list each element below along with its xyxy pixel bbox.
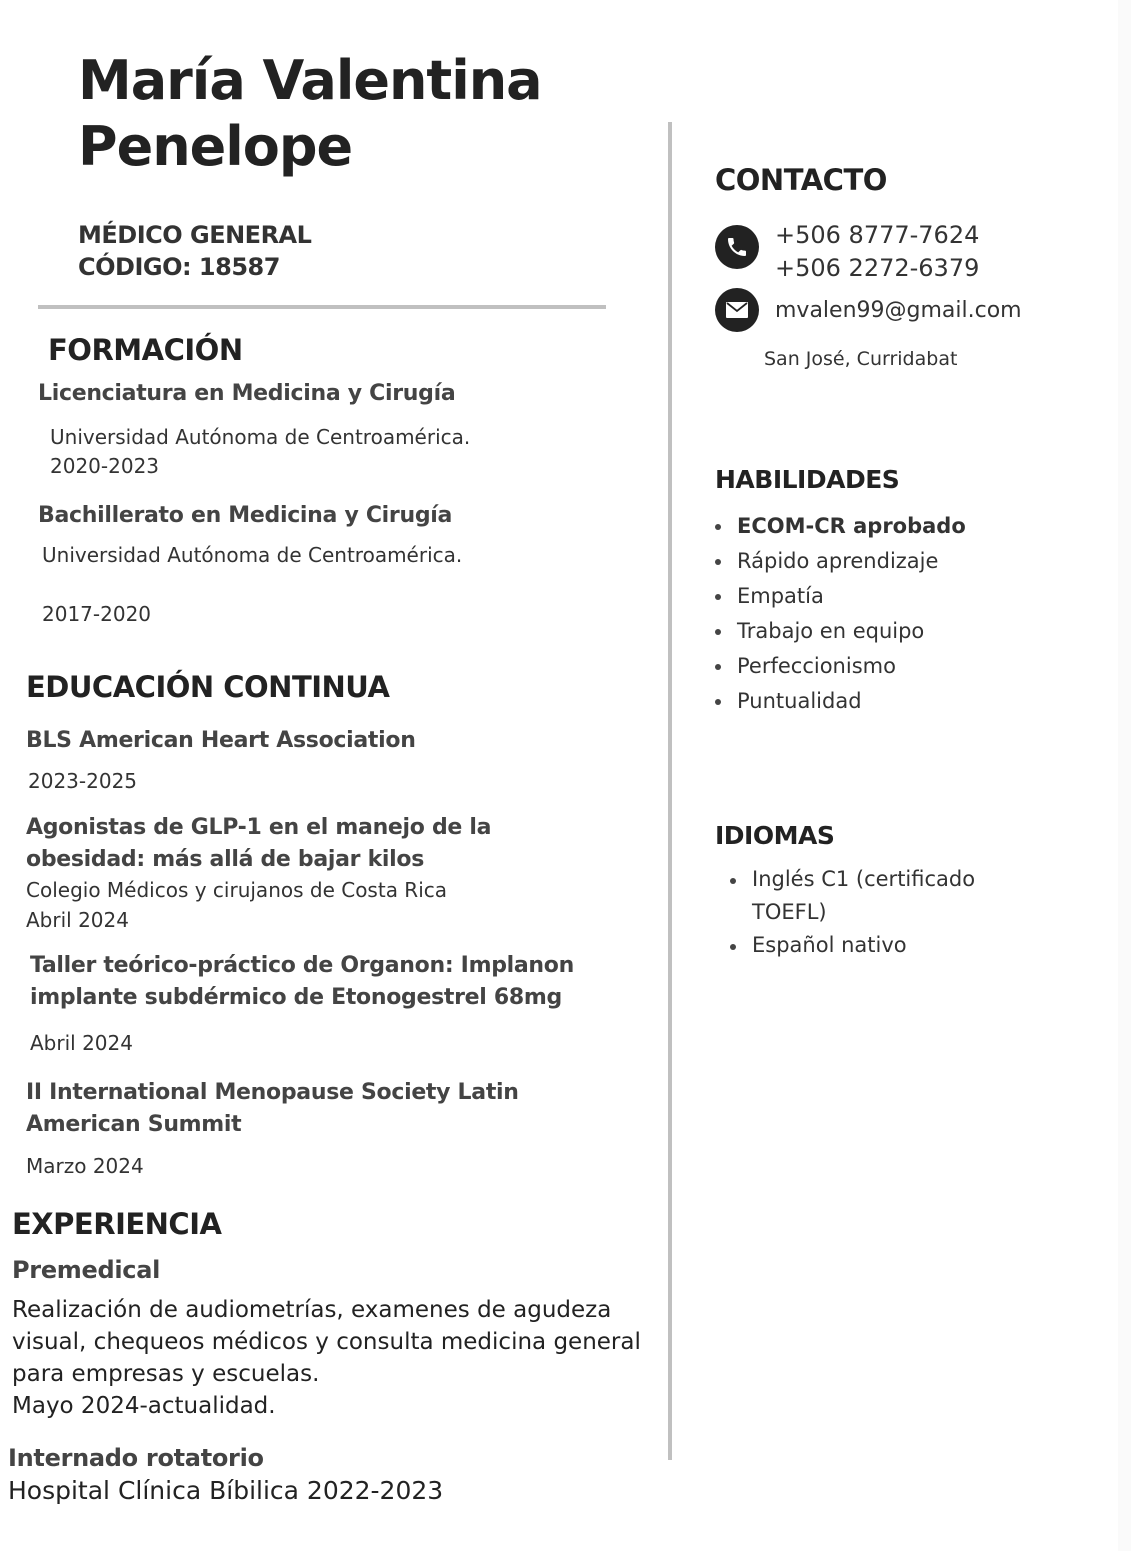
- section-title-experiencia: EXPERIENCIA: [12, 1207, 222, 1241]
- languages-list: [730, 863, 1010, 962]
- language-item: [730, 863, 1010, 929]
- skill-item: ECOM-CR aprobado: [715, 509, 966, 544]
- course-title-3-line-2: implante subdérmico de Etonogestrel 68mg: [30, 985, 562, 1010]
- language-item: Español nativo: [730, 929, 1010, 962]
- job-description-1-line-2: visual, chequeos médicos y consulta medicina general: [12, 1329, 641, 1355]
- section-title-habilidades: HABILIDADES: [715, 465, 900, 494]
- license-code: CÓDIGO: 18587: [78, 253, 280, 281]
- phone-icon: [715, 225, 759, 269]
- formacion-years-1: 2020-2023: [50, 454, 160, 478]
- formacion-degree-1: Licenciatura en Medicina y Cirugía: [38, 381, 456, 406]
- name-line-1: María Valentina: [78, 49, 542, 112]
- job-description-1: [12, 1294, 641, 1422]
- course-title-1: BLS American Heart Association: [26, 728, 416, 753]
- role-block: [78, 219, 311, 283]
- skill-item: Puntualidad: [715, 684, 966, 719]
- section-title-educacion: EDUCACIÓN CONTINUA: [26, 670, 390, 704]
- job-title: MÉDICO GENERAL: [78, 221, 312, 249]
- name-line-2: Penelope: [78, 115, 353, 178]
- envelope-icon: [715, 288, 759, 332]
- skills-list: [715, 509, 966, 719]
- course-title-2-line-2: obesidad: más allá de bajar kilos: [26, 847, 425, 872]
- course-title-2: [26, 812, 491, 876]
- location: San José, Curridabat: [764, 348, 958, 370]
- job-position-1: Premedical: [12, 1256, 161, 1284]
- job-period-1: Mayo 2024-actualidad.: [12, 1393, 276, 1419]
- skill-item: Rápido aprendizaje: [715, 544, 966, 579]
- formacion-institution-2: Universidad Autónoma de Centroamérica.: [42, 543, 463, 567]
- course-title-4-line-2: American Summit: [26, 1112, 242, 1137]
- language-1-line-2: TOEFL): [752, 900, 827, 924]
- course-date-1: 2023-2025: [28, 769, 138, 793]
- course-title-3-line-1: Taller teórico-práctico de Organon: Implanon: [30, 953, 574, 978]
- course-title-3: [30, 950, 574, 1014]
- section-title-idiomas: IDIOMAS: [715, 821, 835, 850]
- candidate-name: [78, 48, 638, 180]
- course-title-4: [26, 1077, 519, 1141]
- job-description-1-line-1: Realización de audiometrías, examenes de agudeza: [12, 1297, 612, 1323]
- skill-item: Trabajo en equipo: [715, 614, 966, 649]
- course-date-2: Abril 2024: [26, 908, 129, 932]
- course-title-4-line-1: II International Menopause Society Latin: [26, 1080, 519, 1105]
- page-edge: [1118, 0, 1131, 1551]
- column-divider: [668, 122, 672, 1460]
- job-position-2: Internado rotatorio: [8, 1444, 264, 1472]
- skill-item: Perfeccionismo: [715, 649, 966, 684]
- phone-1[interactable]: +506 8777-7624: [775, 221, 980, 249]
- phone-numbers: [775, 219, 979, 285]
- language-1-line-1: Inglés C1 (certificado: [752, 867, 976, 891]
- skill-item: Empatía: [715, 579, 966, 614]
- course-date-3: Abril 2024: [30, 1031, 133, 1055]
- email[interactable]: mvalen99@gmail.com: [775, 298, 1022, 323]
- course-date-4: Marzo 2024: [26, 1154, 144, 1178]
- formacion-institution-1: Universidad Autónoma de Centroamérica.: [50, 425, 471, 449]
- course-institution-2: Colegio Médicos y cirujanos de Costa Rica: [26, 878, 448, 902]
- formacion-degree-2: Bachillerato en Medicina y Cirugía: [38, 503, 453, 528]
- formacion-years-2: 2017-2020: [42, 602, 152, 626]
- section-title-formacion: FORMACIÓN: [48, 333, 243, 367]
- job-detail-2: Hospital Clínica Bíbilica 2022-2023: [8, 1476, 444, 1505]
- section-title-contacto: CONTACTO: [715, 163, 887, 197]
- job-description-1-line-3: para empresas y escuelas.: [12, 1361, 320, 1387]
- course-title-2-line-1: Agonistas de GLP-1 en el manejo de la: [26, 815, 492, 840]
- phone-2[interactable]: +506 2272-6379: [775, 254, 980, 282]
- header-divider: [38, 305, 606, 309]
